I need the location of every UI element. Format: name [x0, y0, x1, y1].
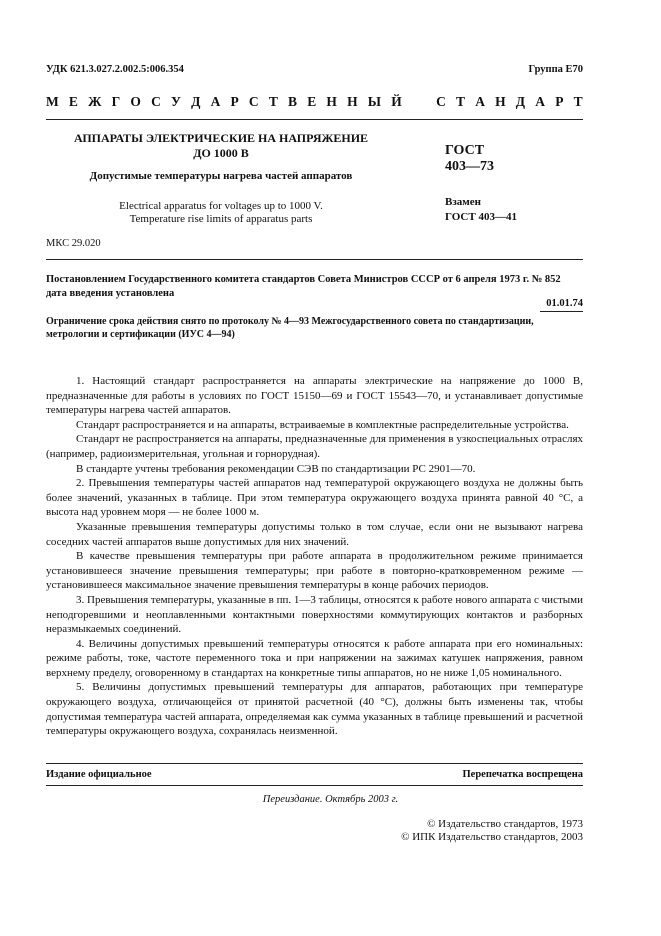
document-subtitle: Допустимые температуры нагрева частей аппаратов	[89, 170, 353, 182]
heading-letter: Е	[307, 94, 317, 109]
english-title	[46, 200, 396, 226]
date-underline	[540, 311, 583, 312]
heading-letter: А	[210, 94, 221, 109]
heading-letter: Д	[191, 94, 201, 109]
paragraph: Стандарт не распространяется на аппараты, предназначенные для применения в узкоспециальных отраслях (например, радиоизмерительная, угольная и горнорудная).	[46, 433, 583, 460]
heading-letter: С	[436, 94, 446, 109]
heading-letter: Ж	[88, 94, 102, 109]
divider-footer	[46, 763, 583, 764]
paragraph: 2. Превышения температуры частей аппаратов над температурой окружающего воздуха не должны быть более значений, указанных в таблице. При этом температура окружающего воздуха принята равной 40 °С, а высота над уровнем моря — не более 1000 м.	[46, 477, 583, 519]
gost-designation	[445, 143, 565, 175]
heading-letter: Т	[456, 94, 466, 109]
mks-code: МКС 29.020	[46, 238, 101, 249]
heading-letter: Й	[391, 94, 402, 109]
heading-letter: Т	[268, 94, 278, 109]
document-title	[46, 131, 396, 161]
heading-letter: А	[535, 94, 546, 109]
heading-letter: Н	[326, 94, 337, 109]
english-title-line-1: Electrical apparatus for voltages up to 1000 V.	[119, 200, 323, 212]
title-line-2: ДО 1000 В	[193, 146, 249, 160]
heading-letter: Ы	[367, 94, 382, 109]
heading-letter: А	[475, 94, 485, 109]
body-text	[46, 374, 583, 739]
udk-code: УДК 621.3.027.2.002.5:006.354	[46, 64, 184, 75]
decree-text: Постановлением Государственного комитета стандартов Совета Министров СССР от 6 апреля 1973 г. № 852 дата введения установлена	[46, 274, 561, 299]
heading-letter: Р	[555, 94, 564, 109]
standard-type-heading	[46, 94, 583, 110]
heading-letter: О	[130, 94, 141, 109]
english-title-line-2: Temperature rise limits of apparatus parts	[129, 213, 313, 225]
heading-letter: С	[248, 94, 259, 109]
gost-label: ГОСТ	[445, 143, 485, 158]
reissue-note: Переиздание. Октябрь 2003 г.	[262, 794, 399, 805]
paragraph: 3. Превышения температуры, указанные в пп. 1—3 таблицы, относятся к работе нового аппарата с чистыми неподгоревшими и неоплавленными контактными поверхностями коммутирующих контактов и разборных неразмыкаемых соединений.	[46, 593, 583, 636]
heading-letter: Г	[111, 94, 121, 109]
copyright-1973: © Издательство стандартов, 1973	[427, 818, 583, 830]
heading-letter: У	[171, 94, 181, 109]
heading-letter: М	[46, 94, 59, 109]
reprint-prohibited-label: Перепечатка воспрещена	[462, 769, 583, 780]
paragraph: 4. Величины допустимых превышений температуры относятся к работе аппарата при его номинальных: режиме работы, токе, частоте переменного тока и при напряжении на зажимах катушек напряжения, равном верхнему пределу, оговоренному в стандартах на конкретные типы аппаратов, но не ниже 1,05 номинального.	[46, 637, 583, 679]
paragraph: 1. Настоящий стандарт распространяется на аппараты электрические на напряжение до 1000 В, предназначенные для работы в условиях по ГОСТ 15150—69 и ГОСТ 15543—70, и устанавливает допустимые температуры нагрева частей аппаратов.	[46, 375, 583, 417]
paragraph: В качестве превышения температуры при работе аппарата в продолжительном режиме принимается установившееся значение превышения температуры; при работе в повторно-кратковременном режиме — установившееся максимальное значение превышения температуры в конце рабочих периодов.	[46, 550, 583, 592]
divider-mks	[46, 259, 583, 260]
heading-letter: С	[151, 94, 161, 109]
paragraph: 5. Величины допустимых превышений температуры для аппаратов, работающих при температуре окружающего воздуха, отличающейся от принятой расчетной (40 °С), должны быть изменены так, чтобы допустимая температура частей аппарата, определяемая как сумма указанных в таблице превышений и расчетной температуры окружающего воздуха, сохранялась неизменной.	[46, 681, 583, 738]
replaces-block	[445, 195, 517, 225]
divider-footer-bottom	[46, 785, 583, 786]
heading-letter: Д	[515, 94, 526, 109]
divider-top	[46, 119, 583, 120]
title-line-1: АППАРАТЫ ЭЛЕКТРИЧЕСКИЕ НА НАПРЯЖЕНИЕ	[73, 131, 369, 145]
heading-letter: Н	[495, 94, 506, 109]
heading-letter: Е	[68, 94, 78, 109]
replaces-value: ГОСТ 403—41	[445, 211, 517, 223]
heading-gap	[412, 94, 426, 110]
copyright-2003: © ИПК Издательство стандартов, 2003	[401, 831, 583, 843]
limit-note: Ограничение срока действия снято по протоколу № 4—93 Межгосударственного совета по стандартизации, метрологии и сертификации (ИУС 4—94)	[46, 316, 534, 340]
group-code: Группа Е70	[528, 64, 583, 75]
paragraph: Указанные превышения температуры допустимы только в том случае, если они не вызывают нагрева соседних частей аппаратов выше допустимых для них значений.	[46, 520, 583, 548]
heading-letter: Р	[230, 94, 239, 109]
heading-letter: В	[288, 94, 298, 109]
gost-number: 403—73	[445, 159, 494, 174]
paragraph: Стандарт распространяется и на аппараты, встраиваемые в комплектные распределительные устройства.	[76, 418, 569, 431]
effective-date: 01.01.74	[546, 298, 583, 309]
heading-letter: Н	[347, 94, 358, 109]
heading-letter: Т	[573, 94, 583, 109]
official-edition-label: Издание официальное	[46, 769, 152, 780]
paragraph: В стандарте учтены требования рекомендации СЭВ по стандартизации РС 2901—70.	[76, 462, 476, 475]
replaces-label: Взамен	[445, 196, 481, 208]
